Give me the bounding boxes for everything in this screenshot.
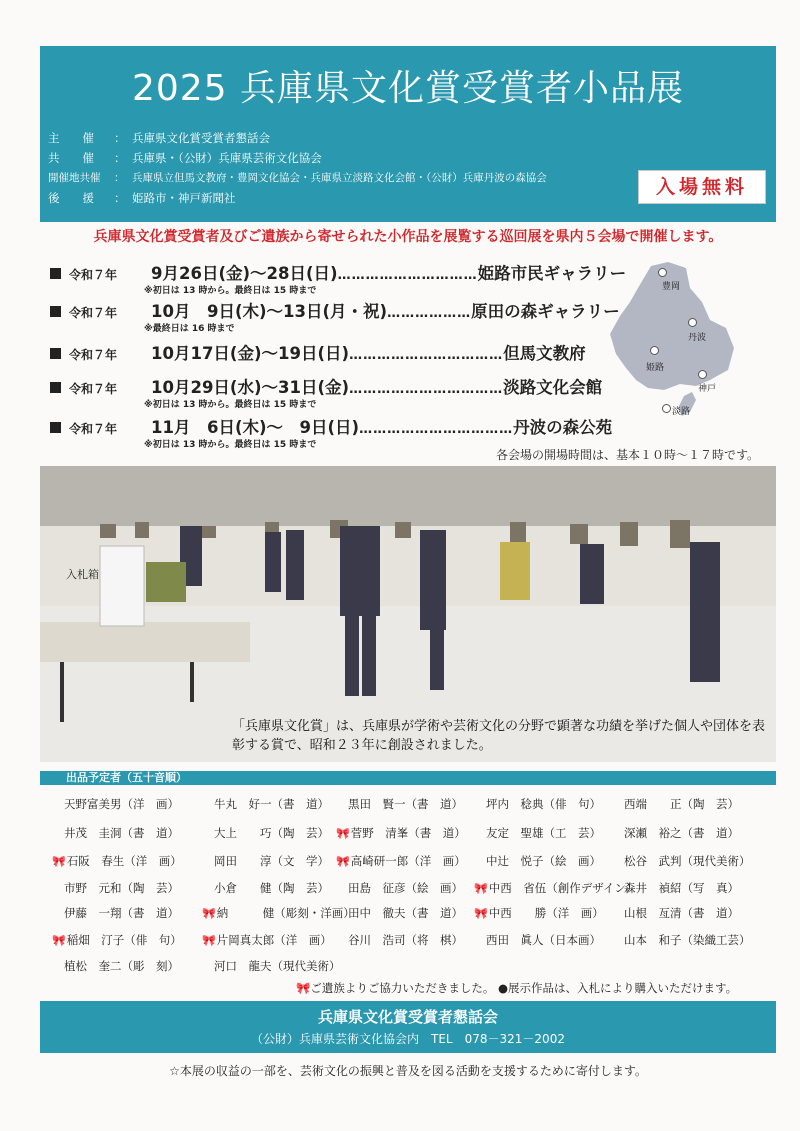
exhibitor-name: 西端 正 [624,797,682,811]
exhibitor-name: 山本 和子 [624,933,682,947]
exhibitor-entry [474,853,601,869]
exhibitor-field: （日本画） [543,933,601,947]
exhibitor-entry [336,796,463,812]
exhibitor-field: （洋 画） [124,854,182,868]
exhibitor-name: 天野富美男 [64,797,122,811]
exhibitor-field: （洋 画） [546,906,604,920]
exhibitor-field: （陶 芸） [121,881,179,895]
exhibitor-name: 井茂 圭洞 [64,826,122,840]
exhibitor-field: （書 道） [271,797,329,811]
exhibitor-name: 河口 龍夫 [214,959,272,973]
exhibitor-name: 谷川 浩司 [348,933,406,947]
exhibitor-field: （俳 句） [543,797,601,811]
exhibitor-name: 石阪 春生 [66,854,125,868]
exhibitor-entry [202,853,329,869]
exhibitor-entry [202,958,341,974]
map-dot [650,346,659,355]
footer-banner [40,1001,776,1053]
exhibitor-field: （洋 画） [274,933,332,947]
exhibitor-field: （絵 画） [405,881,463,895]
exhibitor-field: （陶 芸） [271,881,329,895]
bullet-square-icon [50,382,61,393]
exhibitor-field: （書 道） [681,906,739,920]
exhibitor-name: 田中 徹夫 [348,906,406,920]
schedule-row: 令和７年 11月 6日(木)～ 9日(日)……………………………丹波の森公苑 [50,414,612,438]
bullet-square-icon [50,422,61,433]
exhibitor-entry [612,932,751,948]
exhibitor-field: （文 学） [271,854,329,868]
exhibitor-name: 中西 省伍 [488,881,547,895]
opening-hours: 各会場の開場時間は、基本１０時～１７時です。 [496,448,760,462]
exhibitor-field: （書 道） [408,826,466,840]
exhibitor-name: 稲畑 汀子 [66,933,125,947]
exhibitor-field: （書 道） [121,906,179,920]
exhibitor-name: 山根 亙清 [624,906,682,920]
exhibitor-name: 市野 元和 [64,881,122,895]
credit-organizer: 主 催 ： 兵庫県文化賞受賞者懇話会 [48,131,270,145]
footer-organization: 兵庫県文化賞受賞者懇話会 [317,1008,498,1026]
bullet-square-icon [50,268,61,279]
exhibitor-field: （書 道） [405,906,463,920]
exhibitor-entry [202,932,332,948]
exhibitor-name: 坪内 稔典 [486,797,544,811]
ribbon-icon: 🎀 [52,934,66,947]
schedule-note: ※初日は 13 時から。最終日は 15 時まで [144,286,317,296]
bullet-square-icon [50,306,61,317]
bullet-square-icon [50,348,61,359]
schedule-note: ※初日は 13 時から。最終日は 15 時まで [144,440,317,450]
exhibitor-field: （洋 画） [408,854,466,868]
exhibitor-name: 西田 眞人 [486,933,544,947]
bid-box-sign: 入札箱 [66,568,99,581]
hyogo-map-shape [606,258,756,422]
schedule-row: 令和７年 10月29日(水)～31日(金)……………………………淡路文化会館 [50,374,602,398]
free-admission-badge: 入場無料 [638,170,766,204]
exhibitor-name: 片岡真太郎 [216,933,275,947]
hyogo-map [606,258,756,422]
exhibitor-field: （洋 画） [121,797,179,811]
exhibitor-entry [474,905,604,921]
exhibitor-entry [52,958,179,974]
map-dot [698,370,707,379]
schedule-row: 令和７年 10月17日(金)～19日(日)……………………………但馬文教府 [50,340,586,364]
exhibitor-entry [52,853,182,869]
exhibitor-entry [202,880,329,896]
map-label: 淡路 [672,407,691,417]
exhibitor-field: （創作デザイン） [546,881,638,895]
exhibitor-entry [52,932,182,948]
exhibitor-name: 松谷 武判 [624,854,682,868]
credit-support: 後 援 ： 姫路市・神戸新聞社 [48,191,236,205]
exhibitor-entry [612,905,739,921]
exhibitor-field: （陶 芸） [271,826,329,840]
exhibitor-name: 友定 聖雄 [486,826,544,840]
credit-cohost: 共 催 ： 兵庫県・（公財）兵庫県芸術文化協会 [48,151,322,165]
map-dot [662,404,671,413]
ribbon-icon: 🎀 [202,907,216,920]
map-label: 豊岡 [662,282,681,292]
ribbon-icon: 🎀 [474,907,488,920]
exhibitor-field: （現代美術） [271,959,341,973]
exhibitor-name: 深瀬 裕之 [624,826,682,840]
credit-venue-cohost: 開催地共催 ： 兵庫県立但馬文教府・豊岡文化協会・兵庫県立淡路文化会館・（公財）兵庫丹波の森協会 [48,172,547,184]
exhibitor-field: （俳 句） [124,933,182,947]
exhibitor-name: 田島 征彦 [348,881,406,895]
exhibitor-entry [612,796,739,812]
donation-note: ☆本展の収益の一部を、芸術文化の振興と普及を図る活動を支援するために寄付します。 [169,1064,647,1078]
ribbon-icon: 🎀 [336,827,350,840]
exhibitor-entry [202,796,329,812]
exhibitor-name: 中西 勝 [488,906,547,920]
exhibitor-entry [474,796,601,812]
intro-text: 兵庫県文化賞受賞者及びご遺族から寄せられた小作品を展覧する巡回展を県内５会場で開催します。 [93,229,723,245]
exhibitor-entry [202,905,355,921]
ribbon-icon: 🎀 [474,882,488,895]
exhibitor-entry [336,825,466,841]
schedule-row: 令和７年 10月 9日(木)～13日(月・祝)………………原田の森ギャラリー [50,298,620,322]
exhibitor-entry [202,825,329,841]
exhibitor-field: （染織工芸） [681,933,751,947]
exhibitor-field: （書 道） [405,797,463,811]
exhibitor-name: 黒田 賢一 [348,797,406,811]
exhibitor-entry [336,880,463,896]
page-title: 2025 兵庫県文化賞受賞者小品展 [131,68,685,109]
map-label: 丹波 [688,333,707,343]
exhibitor-field: （現代美術） [681,854,751,868]
map-label: 姫路 [646,363,665,373]
exhibitor-entry [52,905,179,921]
exhibitor-field: （写 真） [681,881,739,895]
exhibitor-entry [336,932,463,948]
exhibitor-name: 伊藤 一翔 [64,906,122,920]
ribbon-icon: 🎀 [336,855,350,868]
exhibitor-entry [612,853,751,869]
footer-address: （公財）兵庫県芸術文化協会内 TEL 078－321－2002 [251,1032,565,1046]
map-label: 神戸 [698,384,717,394]
map-dot [658,268,667,277]
exhibitor-name: 牛丸 好一 [214,797,272,811]
exhibitor-field: （書 道） [681,826,739,840]
schedule-note: ※最終日は 16 時まで [144,324,235,334]
exhibitor-field: （書 道） [121,826,179,840]
exhibitor-name: 森井 禎紹 [624,881,682,895]
exhibitor-name: 菅野 清峯 [350,826,409,840]
exhibitor-field: （工 芸） [543,826,601,840]
exhibitor-entry [336,905,463,921]
exhibitor-name: 納 健 [216,906,275,920]
exhibitors-title: 出品予定者（五十音順） [62,771,191,785]
exhibitor-name: 大上 巧 [214,826,272,840]
exhibitor-name: 岡田 淳 [214,854,272,868]
schedule-row: 令和７年 9月26日(金)～28日(日)…………………………姫路市民ギャラリー [50,260,626,284]
exhibitor-name: 高崎研一郎 [350,854,409,868]
exhibitor-name: 植松 奎二 [64,959,122,973]
schedule-note: ※初日は 13 時から。最終日は 15 時まで [144,400,317,410]
exhibitor-entry [612,880,739,896]
family-note: 🎀ご遺族よりご協力いただきました。 ●展示作品は、入札により購入いただけます。 [296,981,738,995]
exhibitor-entry [474,825,601,841]
exhibitor-entry [52,880,179,896]
exhibitor-name: 中辻 悦子 [486,854,544,868]
exhibitor-field: （彫 刻） [121,959,179,973]
exhibitor-entry [52,825,179,841]
exhibitor-name: 小倉 健 [214,881,272,895]
photo-caption: 「兵庫県文化賞」は、兵庫県が学術や芸術文化の分野で顕著な功績を挙げた個人や団体を表彰する賞で、昭和２３年に創設されました。 [232,719,766,753]
exhibitor-entry [336,853,466,869]
exhibitor-entry [612,825,739,841]
exhibitor-field: （将 棋） [405,933,463,947]
ribbon-icon: 🎀 [52,855,66,868]
map-dot [688,318,697,327]
exhibitor-field: （陶 芸） [681,797,739,811]
exhibitor-field: （彫刻・洋画） [274,906,355,920]
exhibitor-entry [52,796,179,812]
ribbon-icon: 🎀 [202,934,216,947]
exhibitor-field: （絵 画） [543,854,601,868]
exhibitor-entry [474,932,601,948]
